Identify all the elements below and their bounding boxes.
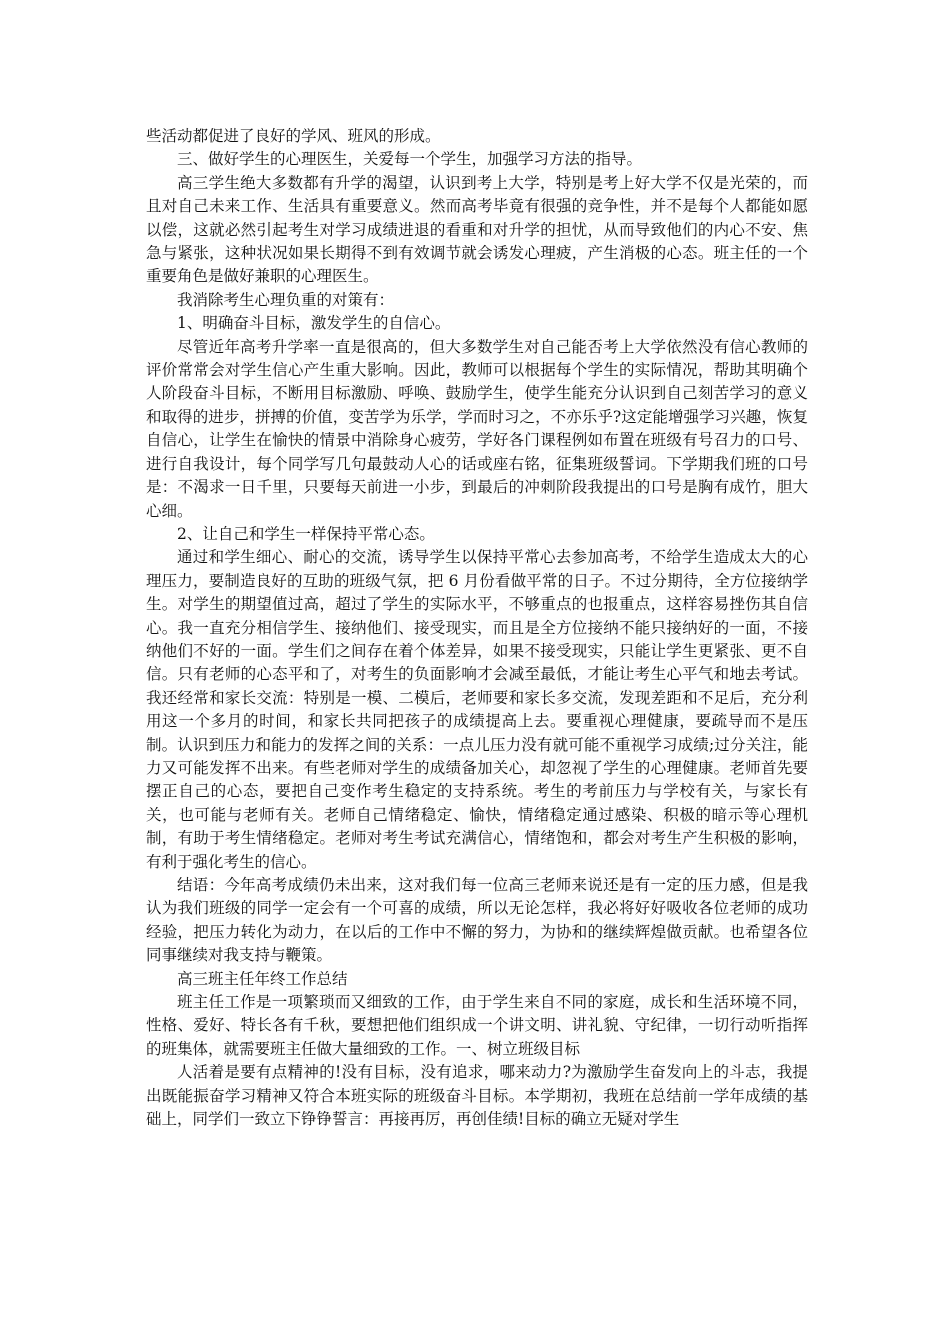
paragraph: 尽管近年高考升学率一直是很高的，但大多数学生对自己能否考上大学依然没有信心教师的评价常常会对学生信心产生重大影响。因此，教师可以根据每个学生的实际情况，帮助其明确个人阶段奋斗目标，不断用目标激励、呼唤、鼓励学生，使学生能充分认识到自己刻苦学习的意义和取得的进步，拼搏的价值，变苦学为乐学，学而时习之，不亦乐乎?这定能增强学习兴趣，恢复自信心，让学生在愉快的情景中消除身心疲劳，学好各门课程例如布置在班级有号召力的口号、进行自我设计，每个同学写几句最鼓动人心的话或座右铭，征集班级誓词。下学期我们班的口号是：不渴求一日千里，只要每天前进一小步，到最后的冲刺阶段我提出的口号是胸有成竹，胆大心细。	[146, 337, 808, 520]
paragraph: 班主任工作是一项繁琐而又细致的工作，由于学生来自不同的家庭，成长和生活环境不同，性格、爱好、特长各有千秋，要想把他们组织成一个讲文明、讲礼貌、守纪律，一切行动听指挥的班集体，就需要班主任做大量细致的工作。一、树立班级目标	[146, 993, 808, 1058]
paragraph: 通过和学生细心、耐心的交流，诱导学生以保持平常心去参加高考，不给学生造成太大的心理压力，要制造良好的互助的班级气氛，把 6 月份看做平常的日子。不过分期待，全方位接纳学生。对学生的期望值过高，超过了学生的实际水平，不够重点的也报重点，这样容易挫伤其自信心。我一直充分相信学生、接纳他们、接受现实，而且是全方位接纳不能只接纳好的一面，不接纳他们不好的一面。学生们之间存在着个体差异，如果不接受现实，只能让学生更紧张、更不自信。只有老师的心态平和了，对考生的负面影响才会减至最低，才能让考生心平气和地去考试。我还经常和家长交流：特别是一模、二模后，老师要和家长多交流，发现差距和不足后，充分利用这一个多月的时间，和家长共同把孩子的成绩提高上去。要重视心理健康，要疏导而不是压制。认识到压力和能力的发挥之间的关系：一点儿压力没有就可能不重视学习成绩;过分关注，能力又可能发挥不出来。有些老师对学生的成绩备加关心，却忽视了学生的心理健康。老师首先要摆正自己的心态，要把自己变作考生稳定的支持系统。考生的考前压力与学校有关，与家长有关，也可能与老师有关。老师自己情绪稳定、愉快，情绪稳定通过感染、积极的暗示等心理机制，有助于考生情绪稳定。老师对考生考试充满信心，情绪饱和，都会对考生产生积极的影响，有利于强化考生的信心。	[146, 548, 808, 871]
article-title: 高三班主任年终工作总结	[177, 969, 348, 988]
paragraph: 人活着是要有点精神的!没有目标，没有追求，哪来动力?为激励学生奋发向上的斗志，我提出既能振奋学习精神又符合本班实际的班级奋斗目标。本学期初，我班在总结前一学年成绩的基础上，同学们一致立下铮铮誓言：再接再厉，再创佳绩!目标的确立无疑对学生	[146, 1063, 808, 1129]
paragraph: 我消除考生心理负重的对策有：	[177, 290, 395, 309]
list-item-heading: 1、明确奋斗目标，激发学生的自信心。	[177, 314, 451, 333]
paragraph: 结语：今年高考成绩仍未出来，这对我们每一位高三老师来说还是有一定的压力感，但是我认为我们班级的同学一定会有一个可喜的成绩，所以无论怎样，我必将好好吸收各位老师的成功经验，把压力转化为动力，在以后的工作中不懈的努力，为协和的继续辉煌做贡献。也希望各位同事继续对我支持与鞭策。	[146, 876, 808, 965]
list-item-heading: 2、让自己和学生一样保持平常心态。	[177, 524, 435, 543]
document-page	[146, 125, 808, 1131]
section-heading: 三、做好学生的心理医生，关爱每一个学生，加强学习方法的指导。	[177, 150, 643, 169]
paragraph: 高三学生绝大多数都有升学的渴望，认识到考上大学，特别是考上好大学不仅是光荣的，而且对自己未来工作、生活具有重要意义。然而高考毕竟有很强的竞争性，并不是每个人都能如愿以偿，这就必然引起考生对学习成绩进退的看重和对升学的担忧，从而导致他们的内心不安、焦急与紧张，这种状况如果长期得不到有效调节就会诱发心理疲，产生消极的心态。班主任的一个重要角色是做好兼职的心理医生。	[146, 173, 808, 286]
paragraph: 些活动都促进了良好的学风、班风的形成。	[146, 127, 441, 145]
